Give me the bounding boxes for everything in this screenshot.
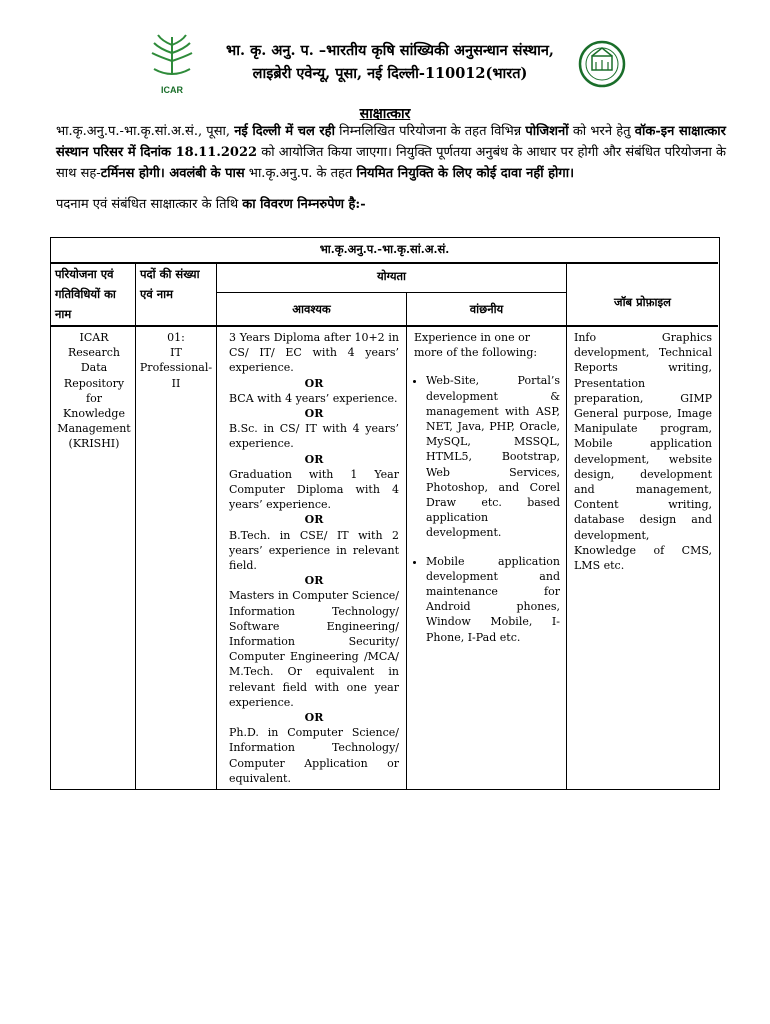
posts-cell [136,330,216,391]
essential-qualifications [229,330,399,786]
header-project: परियोजना एवं गतिविधियों का नाम [55,267,116,321]
qualification-option: B.Tech. in CSE/ IT with 2 years’ experience in relevant field. [229,528,399,573]
positions-table [50,237,720,790]
post-field: IT [170,346,182,360]
qualification-option: BCA with 4 years’ experience. [229,391,398,405]
qualification-option: Graduation with 1 Year Computer Diploma with 4 years’ experience. [229,467,399,512]
svg-text:ICAR: ICAR [161,85,183,95]
desirable-item: • Mobile application development and maintenance for Android phones, Window Mobile, I-Phone, I-Pad etc. [426,554,560,645]
post-count: 01: [167,331,185,344]
header-qualification: योग्यता [376,269,407,283]
notice-title: साक्षात्कार [359,106,411,122]
desirable-intro: Experience in one or more of the following: [414,331,538,360]
notice-paragraph: भा.कृ.अनु.प.-भा.कृ.सां.अ.सं., पूसा, नई दिल्ली में चल रही निम्नलिखित परियोजना के तहत विभिन्न पोजिशनों को भरने हेतु वॉक-इन साक्षात्कार संस्थान परिसर में दिनांक 18.11.2022 को आयोजित किया जाएगा। नियुक्ति पूर्णतया अनुबंध के आधार पर होगी और संबंधित परियोजना के साथ सह-टर्मिनस होगी। अवलंबी के पास भा.कृ.अनु.प. के तहत नियमित नियुक्ति के लिए कोई दावा नहीं होगा। [56,124,726,181]
qualification-option: Ph.D. in Computer Science/ Information Technology/ Computer Application or equivalent. [229,726,399,785]
or-separator: OR [304,711,324,725]
qualification-option: Masters in Computer Science/ Information Technology/ Software Engineering/ Information Security/ Computer Engineering /MCA/ M.Tech. Or equivalent in relevant field with one year experience. [229,589,399,709]
or-separator: OR [304,407,324,421]
icar-logo [148,33,196,97]
qualification-option: B.Sc. in CS/ IT with 4 years’ experience. [229,422,399,451]
header-job-profile: जॉब प्रोफ़ाइल [614,295,671,309]
desirable-qualifications [414,330,560,658]
details-intro: पदनाम एवं संबंधित साक्षात्कार के तिथि का विवरण निम्नरुपेण है:- [56,197,366,212]
job-profile: Info Graphics development, Technical Reports writing, Presentation preparation, GIMP General purpose, Image Manipulate program, Mobile application development, website design, development and management, Content writing, database design and development, Knowledge of CMS, LMS etc. [574,331,712,573]
or-separator: OR [304,376,324,390]
desirable-list [414,373,560,644]
header-desirable: वांछनीय [469,302,504,316]
header-essential: आवश्यक [292,302,331,316]
post-title: Professional-II [139,361,213,390]
or-separator: OR [304,452,324,466]
header-posts: पदों की संख्या एवं नाम [140,267,200,301]
project-name: ICAR Research Data Repository for Knowledge Management (KRISHI) [57,331,131,451]
table-title: भा.कृ.अनु.प.-भा.कृ.सां.अ.सं. [319,242,450,256]
iasri-seal [578,36,626,98]
desirable-item: • Web-Site, Portal’s development & management with ASP, NET, Java, PHP, Oracle, MySQL, MSSQL, HTML5, Bootstrap, Web Services, Photoshop, and Corel Draw etc. based application development. [426,373,560,540]
or-separator: OR [304,513,324,527]
qualification-option: 3 Years Diploma after 10+2 in CS/ IT/ EC with 4 years’ experience. [229,331,399,375]
or-separator: OR [304,574,324,588]
institute-name: भा. कृ. अनु. प. –भारतीय कृषि सांख्यिकी अनुसन्धान संस्थान, [226,42,554,59]
institute-address: लाइब्रेरी एवेन्यू, पूसा, नई दिल्ली-110012(भारत) [252,65,528,82]
